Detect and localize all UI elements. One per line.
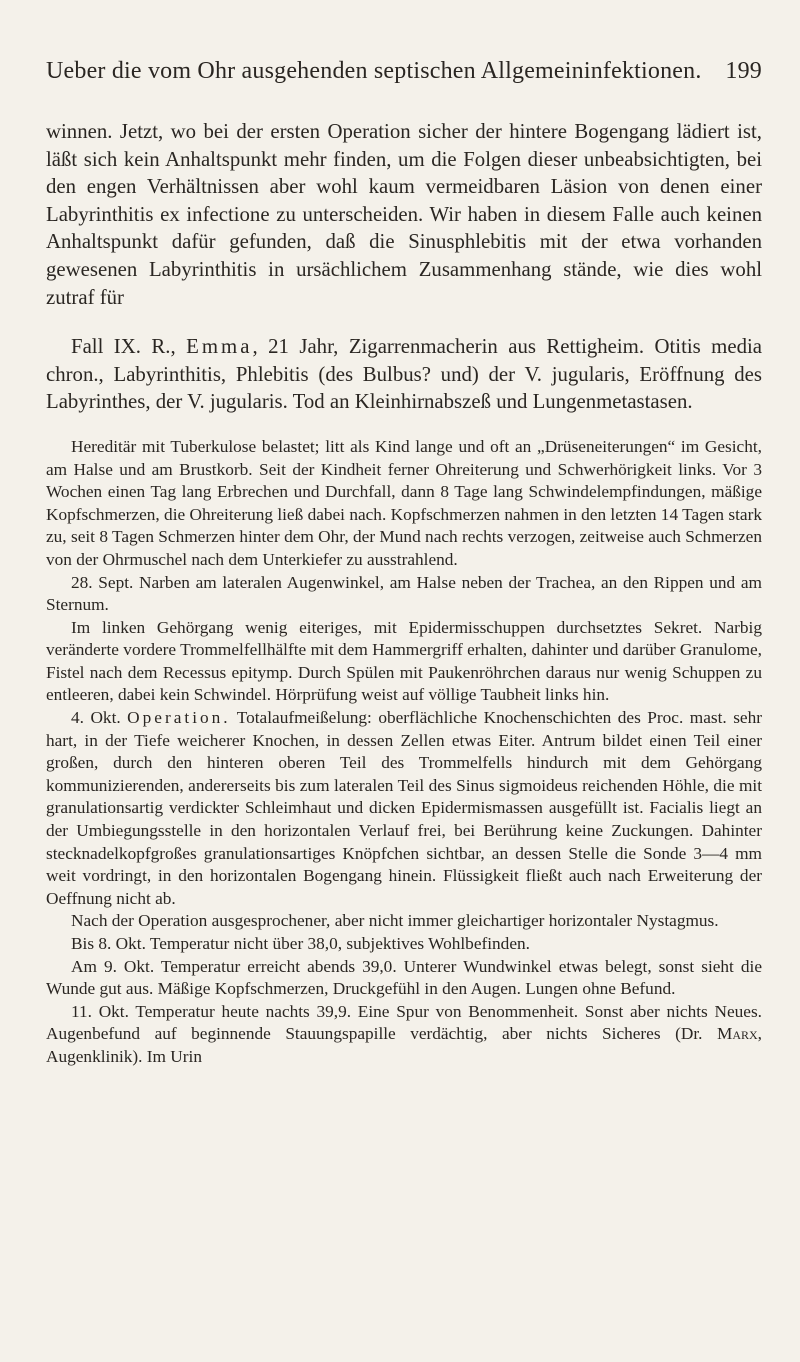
patient-name: Emma	[186, 335, 253, 359]
book-page	[46, 58, 762, 1069]
doctor-name: Marx	[716, 1024, 758, 1044]
history-paragraph: 28. Sept. Narben am lateralen Augenwinkel, am Halse neben der Trachea, an den Rippen und am Sternum.	[46, 572, 762, 615]
intro-section	[46, 118, 762, 311]
history-paragraph: Nach der Operation ausgesprochener, aber nicht immer gleichartiger horizontaler Nystagmus.	[71, 911, 719, 931]
operation-label: Operation.	[127, 708, 231, 728]
case-prefix: Fall IX. R.,	[71, 335, 187, 359]
case-description: , 21 Jahr, Zigarrenmacherin aus Rettigheim. Otitis media chron., Labyrinthitis, Phlebitis (des Bulbus? und) der V. jugularis, Eröffnung des Labyrinthes, der V. jugularis. Tod an Kleinhirnabszeß und Lungenmetastasen.	[46, 335, 762, 414]
history-text: 11. Okt. Temperatur heute nachts 39,9. Eine Spur von Benommenheit. Sonst aber nichts Neues. Augenbefund auf beginnende Stauungspapille verdächtig, aber nichts Sicheres (Dr.	[46, 1001, 762, 1044]
history-paragraph: Am 9. Okt. Temperatur erreicht abends 39,0. Unterer Wundwinkel etwas belegt, sonst sieht die Wunde gut aus. Mäßige Kopfschmerzen, Druckgefühl in den Augen. Lungen ohne Befund.	[46, 956, 762, 999]
running-title: Ueber die vom Ohr ausgehenden septischen Allgemeininfektionen.	[46, 58, 702, 84]
intro-paragraph: winnen. Jetzt, wo bei der ersten Operation sicher der hintere Bogengang lädiert ist, läßt sich kein Anhaltspunkt mehr finden, um die Folgen dieser unbeabsichtigten, bei den engen Verhältnissen aber wohl kaum vermeidbaren Läsion von denen einer Labyrinthitis ex infectione zu unterscheiden. Wir haben in diesem Falle auch keinen Anhaltspunkt dafür gefunden, daß die Sinusphlebitis mit der etwa vorhanden gewesenen Labyrinthitis in ursächlichem Zusammenhang stände, wie dies wohl zutraf für	[46, 120, 762, 309]
running-head	[46, 58, 762, 92]
history-text-end: , Augenklinik). Im Urin	[46, 1024, 762, 1066]
operation-text: Totalaufmeißelung: oberflächliche Knochenschichten des Proc. mast. sehr hart, in der Tiefe weicherer Knochen, in dessen Zellen etwas Eiter. Antrum bildet einen Teil einer großen, durch den hinteren oberen Teil des Trommelfells hindurch mit dem Gehörgang kommunizierenden, andererseits bis zum lateralen Teil des Sinus sigmoideus reichenden Höhle, die mit granulationsartig verdickter Schleimhaut und dicken Epidermismassen ausgefüllt ist. Facialis liegt an der Umbiegungsstelle in den horizontalen Verlauf frei, bei Berührung keine Zuckungen. Dahinter stecknadelkopfgroßes granulationsartiges Knöpfchen sichtbar, an dessen Stelle die Sonde 3—4 mm weit vordringt, in den horizontalen Bogengang hinein. Flüssigkeit fließt auch nach Erweiterung der Oeffnung nicht ab.	[46, 708, 762, 908]
case-heading	[46, 333, 762, 416]
history-paragraph: Hereditär mit Tuberkulose belastet; litt als Kind lange und oft an „Drüseneiterungen“ im Gesicht, am Halse und am Brustkorb. Seit der Kindheit ferner Ohreiterung und Schwerhörigkeit links. Vor 3 Wochen einen Tag lang Erbrechen und Durchfall, dann 8 Tage lang Schwindelempfindungen, mäßige Kopfschmerzen, die Ohreiterung ließ dabei nach. Kopfschmerzen nahmen in den letzten 14 Tagen stark zu, seit 8 Tagen Schmerzen hinter dem Ohr, der Mund nach rechts verzogen, zeitweise auch Schmerzen von der Ohrmuschel nach dem Unterkiefer zu ausstrahlend.	[46, 436, 762, 569]
case-title	[46, 333, 762, 416]
history-paragraph: Bis 8. Okt. Temperatur nicht über 38,0, subjektives Wohlbefinden.	[71, 934, 530, 953]
history-paragraph	[46, 1001, 762, 1069]
case-history	[46, 436, 762, 1069]
page-number: 199	[725, 58, 762, 84]
operation-date: 4. Okt.	[71, 708, 128, 728]
history-paragraph: Im linken Gehörgang wenig eiteriges, mit Epidermisschuppen durchsetztes Sekret. Narbig veränderte vordere Trommelfellhälfte mit dem Hammergriff erhalten, dahinter und darüber Granulome, Fistel nach dem Recessus epitymp. Durch Spülen mit Paukenröhrchen daraus nur wenig Schuppen zu entleeren, dabei kein Schwindel. Hörprüfung weist auf völlige Taubheit links hin.	[46, 617, 762, 705]
operation-paragraph	[46, 707, 762, 910]
